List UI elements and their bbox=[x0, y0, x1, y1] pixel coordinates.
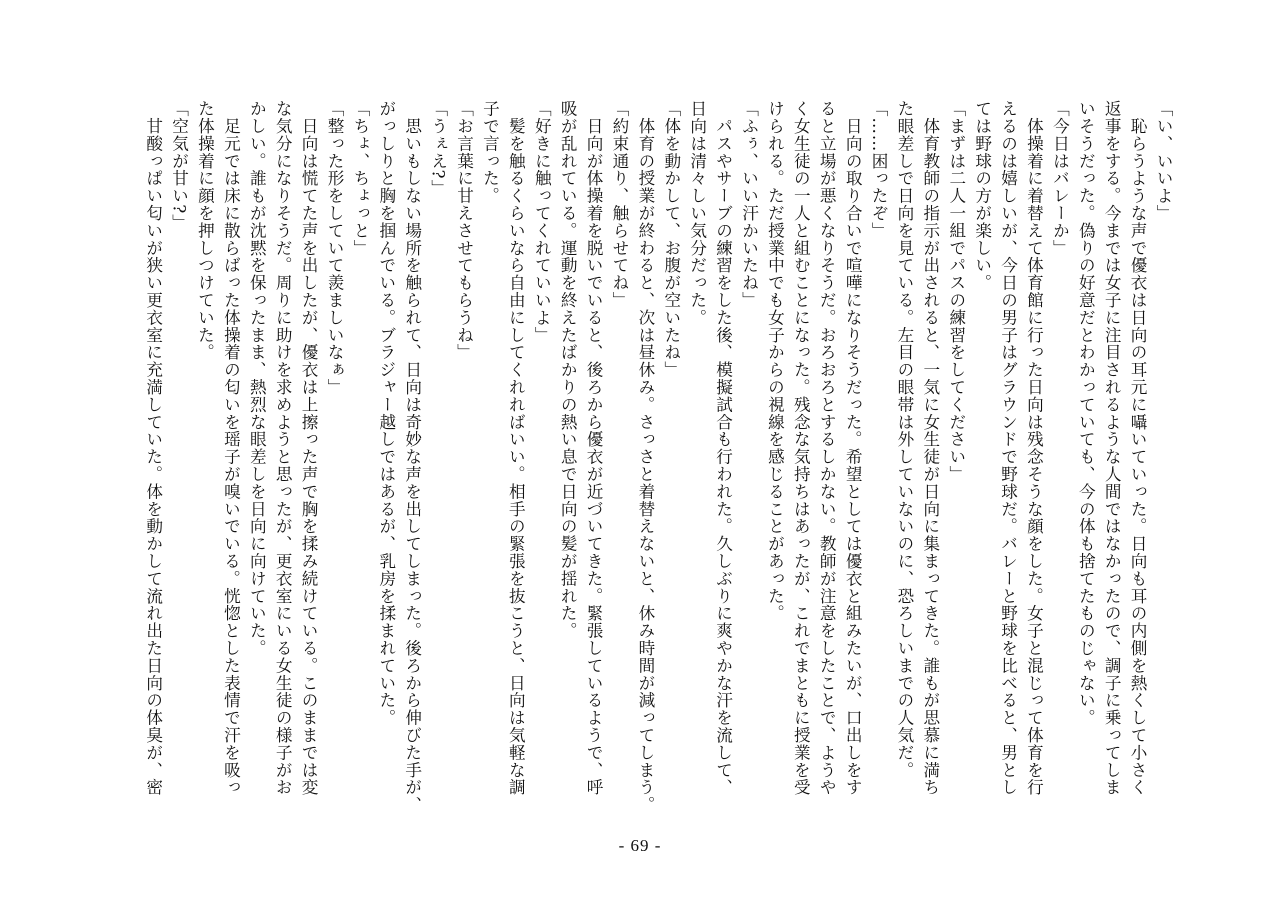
text-line: 「好きに触ってくれていいよ」 bbox=[532, 100, 552, 344]
text-line: 「ちょ、ちょっと」 bbox=[350, 100, 370, 257]
text-line: 吸が乱れている。運動を終えたばかりの熱い息で日向の髪が揺れた。 bbox=[558, 100, 578, 640]
text-line: 「い、いいよ」 bbox=[1154, 100, 1173, 222]
text-line: けられる。ただ授業中でも女子からの視線を感じることがあった。 bbox=[765, 100, 785, 622]
text-line: かしい。誰もが沈黙を保ったまま、熱烈な眼差しを日向に向けていた。 bbox=[247, 100, 267, 657]
text-line: 髪を触るくらいなら自由にしてくれればいい。相手の緊張を抜こうと、日向は気軽な調 bbox=[506, 100, 526, 796]
text-line: がっしりと胸を掴んでいる。ブラジャー越しではあるが、乳房を揉まれていた。 bbox=[376, 100, 396, 727]
text-line: 足元では床に散らばった体操着の匂いを瑶子が嗅いでいる。恍惚とした表情で汗を吸っ bbox=[221, 100, 241, 796]
text-line: 思いもしない場所を触られて、日向は奇妙な声を出してしまった。後ろから伸びた手が、 bbox=[402, 100, 422, 814]
page-number: - 69 - bbox=[618, 836, 662, 855]
text-line: 日向が体操着を脱いでいると、後ろから優衣が近づいてきた。緊張しているようで、呼 bbox=[584, 100, 604, 796]
text-line: 「空気が甘い?」 bbox=[169, 100, 189, 232]
text-line: 「……困ったぞ」 bbox=[869, 100, 889, 240]
text-line: 甘酸っぱい匂いが狭い更衣室に充満していた。体を動かして流れ出た日向の体臭が、密 bbox=[143, 100, 163, 796]
text-line: 体育の授業が終わると、次は昼休み。さっさと着替えないと、休み時間が減ってしまう。 bbox=[635, 100, 655, 814]
text-line: 体操着に着替えて体育館に行った日向は残念そうな顔をした。女子と混じって体育を行 bbox=[1024, 100, 1044, 796]
text-line: 日向の取り合いで喧嘩になりそうだった。希望としては優衣と組みたいが、口出しをす bbox=[843, 100, 863, 796]
text-line: た眼差しで日向を見ている。左目の眼帯は外していないのに、恐ろしいまでの人気だ。 bbox=[894, 100, 914, 779]
text-line: いそうだった。偽りの好意だとわかっていても、今の体も捨てたものじゃない。 bbox=[1076, 100, 1096, 727]
text-line: えるのは嬉しいが、今日の男子はグラウンドで野球だ。バレーと野球を比べると、男とし bbox=[998, 100, 1018, 796]
text-line: く女生徒の一人と組むことになった。残念な気持ちはあったが、これでまともに授業を受 bbox=[791, 100, 811, 796]
text-line: 「体を動かして、お腹が空いたね」 bbox=[661, 100, 681, 379]
text-line: 子で言った。 bbox=[480, 100, 500, 205]
text-line: な気分になりそうだ。周りに助けを求めようと思ったが、更衣室にいる女生徒の様子がお bbox=[273, 100, 293, 796]
text-line: 「整った形をしていて羨ましいなぁ」 bbox=[325, 100, 344, 396]
text-line: 恥らうような声で優衣は日向の耳元に囁いていった。日向も耳の内側を熱くして小さく bbox=[1128, 100, 1148, 796]
text-line: 「今日はバレーか」 bbox=[1050, 100, 1070, 257]
text-line: ては野球の方が楽しい。 bbox=[972, 100, 992, 292]
text-line: 日向は慌てた声を出したが、優衣は上擦った声で胸を揉み続けている。このままでは変 bbox=[299, 100, 319, 796]
text-line: 日向は清々しい気分だった。 bbox=[687, 100, 707, 327]
text-line: パスやサーブの練習をした後、模擬試合も行われた。久しぶりに爽やかな汗を流して、 bbox=[713, 100, 733, 796]
novel-text-block bbox=[136, 100, 1176, 826]
text-line: 「まずは二人一組でパスの練習をしてください」 bbox=[946, 100, 966, 483]
text-line: 返事をする。今までは女子に注目されるような人間ではなかったので、調子に乗ってしま bbox=[1102, 100, 1122, 796]
text-line: ると立場が悪くなりそうだ。おろおろとするしかない。教師が注意をしたことで、ようや bbox=[817, 100, 837, 796]
text-line: 「うぇえ?」 bbox=[428, 100, 448, 197]
text-line: 体育教師の指示が出されると、一気に女生徒が日向に集まってきた。誰もが思慕に満ち bbox=[920, 100, 940, 796]
text-line: 「約束通り、触らせてね」 bbox=[609, 100, 629, 309]
text-line: た体操着に顔を押しつけていた。 bbox=[195, 100, 215, 361]
text-line: 「お言葉に甘えさせてもらうね」 bbox=[454, 100, 474, 361]
text-line: 「ふぅ、いい汗かいたね」 bbox=[739, 100, 759, 309]
